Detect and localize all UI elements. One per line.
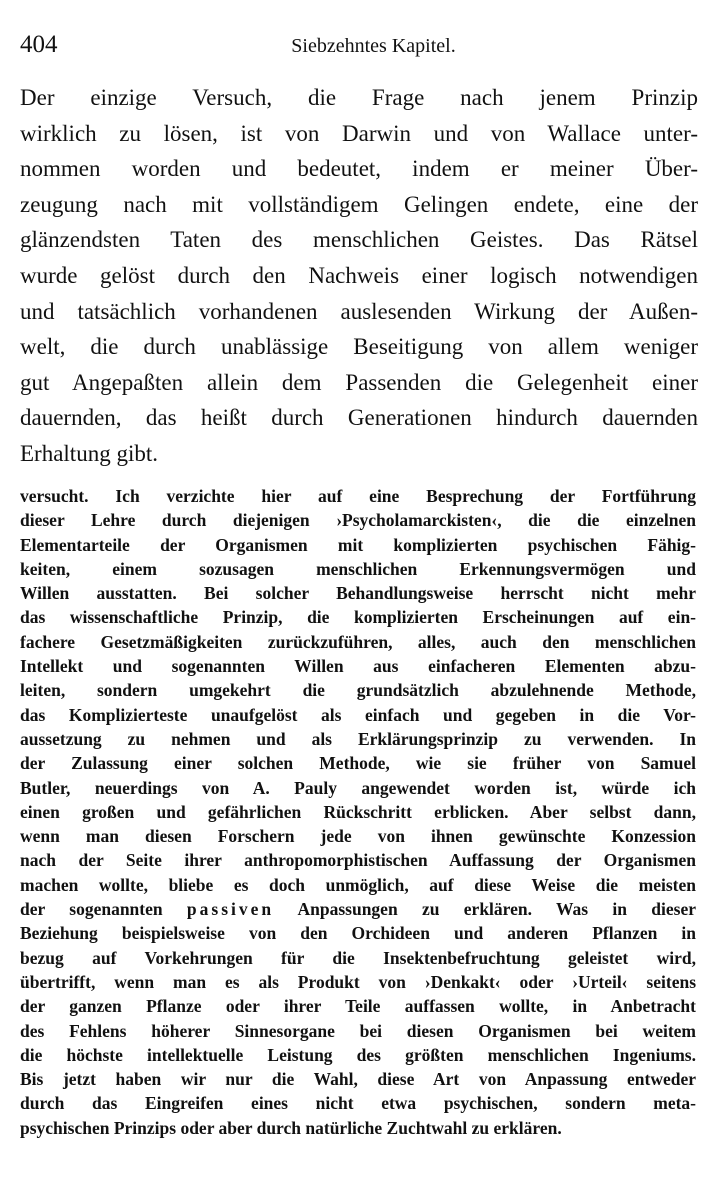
footnote-text-line: nach der Seite ihrer anthropomorphistischen Auffassung der Organismen [20, 850, 696, 871]
footnote-text-line: Elementarteile der Organismen mit komplizierten psychischen Fähig- [20, 534, 696, 555]
footnote-text-line: des Fehlens höherer Sinnesorgane bei diesen Organismen bei weitem [20, 1020, 696, 1041]
body-text-line: zeugung nach mit vollständigem Gelingen endete, eine der [20, 191, 698, 217]
page-number: 404 [20, 31, 58, 58]
footnote-text-line: aussetzung zu nehmen und als Erklärungsprinzip zu verwenden. In [20, 728, 696, 749]
running-title: Siebzehntes Kapitel. [291, 35, 456, 57]
emphasized-word: passiven [186, 899, 275, 920]
footnote-text-line: der Zulassung einer solchen Methode, wie sie früher von Samuel [20, 753, 696, 774]
footnote-text-line: Butler, neuerdings von A. Pauly angewendet worden ist, würde ich [20, 777, 696, 798]
footnote-text-line: versucht. Ich verzichte hier auf eine Besprechung der Fortführung [20, 486, 696, 506]
body-text-line: nommen worden und bedeutet, indem er meiner Über- [20, 156, 698, 182]
main-paragraph [20, 80, 698, 472]
footnote-text-line: übertrifft, wenn man es als Produkt von ›Denkakt‹ oder ›Urteil‹ seitens [20, 971, 696, 992]
body-text-line: wirklich zu lösen, ist von Darwin und von Wallace unter- [20, 120, 698, 146]
footnote-text-line: fachere Gesetzmäßigkeiten zurückzuführen, alles, auch den menschlichen [20, 631, 696, 652]
footnote-text-line: das wissenschaftliche Prinzip, die komplizierten Erscheinungen auf ein- [20, 607, 696, 628]
page-header [20, 30, 699, 60]
body-text-line: gut Angepaßten allein dem Passenden die Gelegenheit einer [20, 369, 698, 395]
footnote-text-line: einen großen und gefährlichen Rückschritt erblicken. Aber selbst dann, [20, 801, 696, 822]
footnote-text-line: durch das Eingreifen eines nicht etwa psychischen, sondern meta- [20, 1093, 696, 1114]
footnote-text-line: machen wollte, bliebe es doch unmöglich, auf diese Weise die meisten [20, 874, 696, 895]
body-text-line: glänzendsten Taten des menschlichen Geistes. Das Rätsel [20, 227, 698, 253]
body-text-line: und tatsächlich vorhandenen auslesenden Wirkung der Außen- [20, 298, 698, 324]
line-segment: der sogenannten [20, 899, 187, 920]
footnote-text-line: das Komplizierteste unaufgelöst als einfach und gegeben in die Vor- [20, 704, 696, 725]
footnote-text-line: der ganzen Pflanze oder ihrer Teile auffassen wollte, in Anbetracht [20, 996, 696, 1017]
footnote-paragraph [20, 484, 696, 1140]
body-text-line: dauernden, das heißt durch Generationen hindurch dauernden [20, 405, 698, 431]
footnote-text-line: bezug auf Vorkehrungen für die Insektenbefruchtung geleistet wird, [20, 947, 696, 968]
footnote-text-line: dieser Lehre durch diejenigen ›Psycholamarckisten‹, die die einzelnen [20, 510, 696, 531]
footnote-text-line: Willen ausstatten. Bei solcher Behandlungsweise herrscht nicht mehr [20, 583, 696, 604]
footnote-text-line: keiten, einem sozusagen menschlichen Erkennungsvermögen und [20, 558, 696, 579]
footnote-text-line: die höchste intellektuelle Leistung des größten menschlichen Ingeniums. [20, 1044, 696, 1065]
body-text-line: Erhaltung gibt. [20, 440, 158, 466]
line-segment: Anpassungen zu erklären. Was in dieser [274, 899, 696, 920]
footnote-text-line: Beziehung beispielsweise von den Orchideen und anderen Pflanzen in [20, 923, 696, 944]
body-text-line: wurde gelöst durch den Nachweis einer logisch notwendigen [20, 262, 698, 288]
footnote-text-line: Bis jetzt haben wir nur die Wahl, diese Art von Anpassung entweder [20, 1069, 696, 1090]
footnote-text-line: leiten, sondern umgekehrt die grundsätzlich abzulehnende Methode, [20, 680, 696, 701]
footnote-text-line: Intellekt und sogenannten Willen aus einfacheren Elementen abzu- [20, 656, 696, 677]
footnote-text-line [20, 897, 696, 921]
footnote-text-line: wenn man diesen Forschern jede von ihnen gewünschte Konzession [20, 826, 696, 847]
footnote-text-line: psychischen Prinzips oder aber durch natürliche Zuchtwahl zu erklären. [20, 1117, 562, 1138]
body-text-line: welt, die durch unablässige Beseitigung von allem weniger [20, 334, 698, 360]
body-text-line: Der einzige Versuch, die Frage nach jenem Prinzip [20, 85, 698, 110]
